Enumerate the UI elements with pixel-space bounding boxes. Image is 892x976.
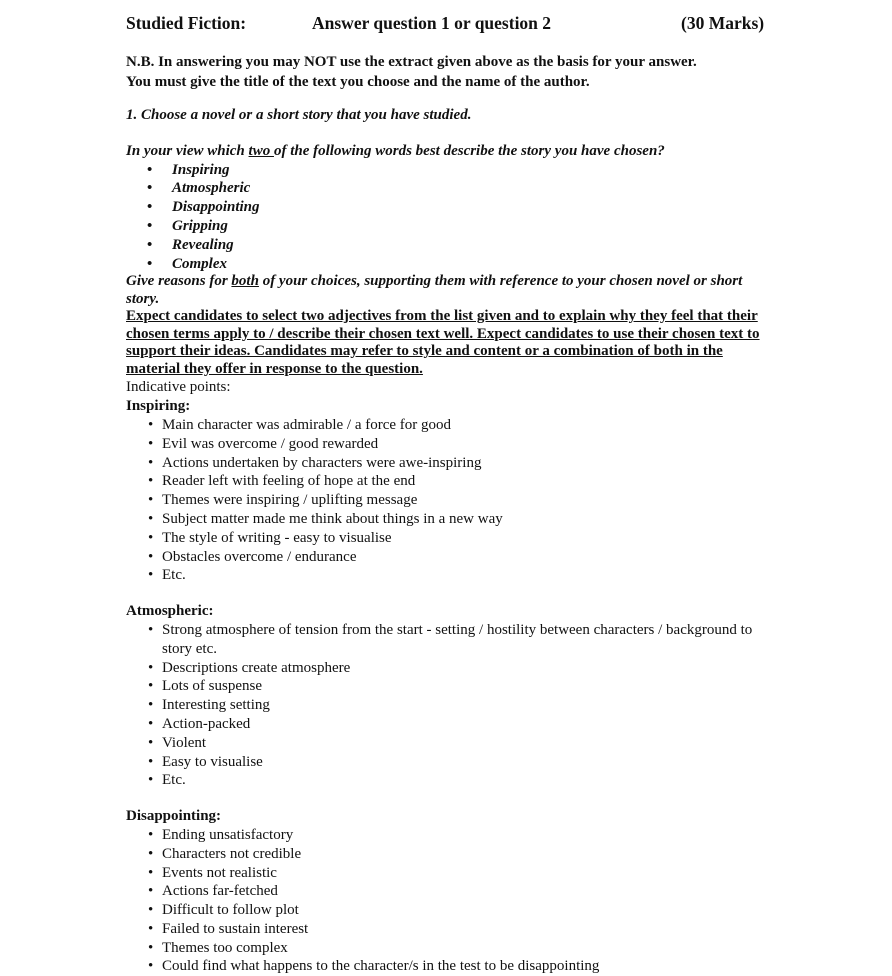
list-item: • Actions undertaken by characters were awe-inspiring xyxy=(148,454,776,473)
atmospheric-points xyxy=(126,621,776,790)
reasons-text-end: of your choices, supporting them with reference to your chosen novel or short story. xyxy=(126,273,743,307)
disappointing-points xyxy=(126,826,776,976)
adjective-item: • Inspiring xyxy=(147,161,776,180)
list-item: • Themes were inspiring / uplifting message xyxy=(148,491,776,510)
question-instruction: Answer question 1 or question 2 xyxy=(312,13,552,33)
list-item: • The style of writing - easy to visualise xyxy=(148,529,776,548)
list-item: • Violent xyxy=(148,734,776,753)
list-item: • Lots of suspense xyxy=(148,677,776,696)
disappointing-heading: Disappointing: xyxy=(126,808,222,825)
list-item: • Could find what happens to the character/s in the test to be disappointing xyxy=(148,957,776,976)
list-item: • Subject matter made me think about things in a new way xyxy=(148,510,776,529)
document-page xyxy=(126,10,776,976)
reasons-text-start: Give reasons for xyxy=(126,273,232,290)
list-item: • Etc. xyxy=(148,771,776,790)
prompt-underlined-word: two xyxy=(248,142,274,159)
adjective-item: • Revealing xyxy=(147,236,776,255)
list-item: • Strong atmosphere of tension from the start - setting / hostility between characters / background to story etc. xyxy=(148,621,776,659)
list-item: • Main character was admirable / a force for good xyxy=(148,416,776,435)
list-item: • Difficult to follow plot xyxy=(148,901,776,920)
list-item: • Characters not credible xyxy=(148,845,776,864)
section-header xyxy=(126,10,776,36)
marks-label: (30 Marks) xyxy=(681,13,765,33)
list-item: • Ending unsatisfactory xyxy=(148,826,776,845)
adjective-item: • Gripping xyxy=(147,217,776,236)
prompt-text-start: In your view which xyxy=(126,142,249,159)
list-item: • Action-packed xyxy=(148,715,776,734)
adjective-item: • Disappointing xyxy=(147,198,776,217)
prompt-text-end: of the following words best describe the story you have chosen? xyxy=(273,142,665,159)
list-item: • Reader left with feeling of hope at the end xyxy=(148,472,776,491)
list-item: • Evil was overcome / good rewarded xyxy=(148,435,776,454)
nota-bene xyxy=(126,52,776,92)
inspiring-points xyxy=(126,416,776,585)
inspiring-heading: Inspiring: xyxy=(126,398,191,415)
adjective-list xyxy=(126,161,776,274)
list-item: • Interesting setting xyxy=(148,696,776,715)
adjective-item: • Complex xyxy=(147,255,776,274)
list-item: • Easy to visualise xyxy=(148,753,776,772)
list-item: • Actions far-fetched xyxy=(148,882,776,901)
list-item: • Obstacles overcome / endurance xyxy=(148,548,776,567)
list-item: • Descriptions create atmosphere xyxy=(148,659,776,678)
list-item: • Etc. xyxy=(148,566,776,585)
atmospheric-heading: Atmospheric: xyxy=(126,603,214,620)
question-1: 1. Choose a novel or a short story that you have studied. xyxy=(126,107,472,123)
reasons-instruction xyxy=(126,273,776,308)
nota-bene-line-1: N.B. In answering you may NOT use the extract given above as the basis for your answer. xyxy=(126,54,697,70)
marking-expectation: Expect candidates to select two adjectives from the list given and to explain why they feel that their chosen terms apply to / describe their chosen text well. Expect candidates to use their chosen text to support their ideas. Candidates may refer to style and content or a combination of both in the material they offer in response to the question. xyxy=(126,308,760,377)
section-title: Studied Fiction: xyxy=(126,13,247,33)
adjective-item: • Atmospheric xyxy=(147,179,776,198)
list-item: • Events not realistic xyxy=(148,864,776,883)
list-item: • Themes too complex xyxy=(148,939,776,958)
indicative-points-label: Indicative points: xyxy=(126,379,231,396)
reasons-underlined-word: both xyxy=(231,273,259,290)
list-item: • Failed to sustain interest xyxy=(148,920,776,939)
nota-bene-line-2: You must give the title of the text you choose and the name of the author. xyxy=(126,74,590,90)
question-prompt xyxy=(126,142,776,161)
